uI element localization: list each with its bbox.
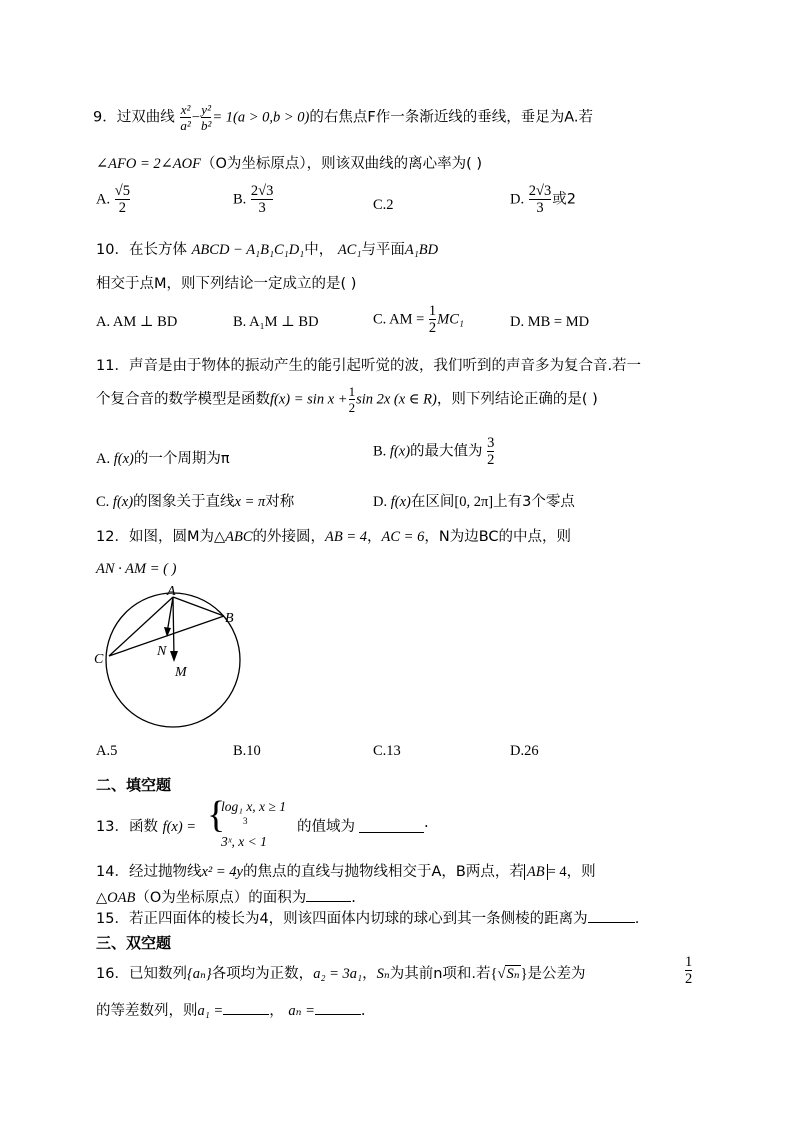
q9-line1: 9．过双曲线 $\frac{\text{x²}}{\text{a²}}$ − $\frac{\text{y²}}{\text{b²}}$ = 1(a > 0,b > 0)的右焦点F作一条渐近线的垂线，垂足为A.若 [93, 102, 593, 133]
q12-option-d[interactable]: D.26 [510, 743, 539, 759]
q10-option-c[interactable]: C. AM = $\frac{1}{2}$ MC₁ [373, 303, 464, 337]
q11-option-d[interactable]: D. f(x)在区间[0, 2π]上有3个零点 [373, 494, 575, 510]
q9-option-d[interactable]: D. $\frac{2√3}{3}$ 或2 [510, 183, 576, 217]
q13-answer-blank[interactable] [359, 831, 424, 833]
section-double-blank-title: 三、双空题 [96, 934, 172, 952]
q11-option-c[interactable]: C. f(x)的图象关于直线x = π对称 [96, 494, 295, 510]
q16-answer-blank-an[interactable] [315, 1013, 361, 1015]
q11-option-b[interactable]: B. f(x)的最大值为 $\frac{3}{2}$ [373, 435, 495, 469]
q12-option-b[interactable]: B.10 [233, 743, 261, 759]
q13-case1: log₁ x, x ≥ 1 [221, 799, 286, 814]
q10-line2: 相交于点M，则下列结论一定成立的是( ) [96, 276, 357, 292]
segment-ab [173, 597, 224, 616]
q13-case2: 3ˣ, x < 1 [221, 834, 267, 849]
q12-line2: AN · AM = ( ) [96, 561, 177, 577]
q9-option-c[interactable]: C.2 [373, 197, 394, 213]
q11-line2: 个复合音的数学模型是函数f(x) = sin x + $\frac{1}{2}$ sin 2x (x ∈ R)，则下列结论正确的是( ) [96, 384, 598, 415]
q13-line: 13．函数 f(x) = [96, 819, 197, 835]
q16-half: $\frac{1}{2}$ [685, 954, 693, 988]
q12-line1: 12．如图，圆M为△ABC的外接圆，AB = 4，AC = 6，N为边BC的中点，则 [96, 529, 572, 545]
q14-line2: △OAB（O为坐标原点）的面积为 . [96, 890, 356, 906]
section-fill-in-title: 二、填空题 [96, 776, 172, 794]
q16-line1: 16．已知数列{aₙ}各项均为正数，a₂ = 3a₁，Sₙ为其前n项和.若{√Sₙ}是公差为 [96, 966, 586, 982]
q10-option-a[interactable]: A. AM ⊥ BD [96, 314, 178, 330]
label-m: M [175, 665, 187, 680]
q12-option-a[interactable]: A.5 [96, 743, 118, 759]
q10-option-d[interactable]: D. MB = MD [510, 314, 590, 330]
q15-answer-blank[interactable] [588, 921, 635, 923]
label-c: C [94, 652, 104, 667]
q11-line1: 11．声音是由于物体的振动产生的能引起听觉的波，我们听到的声音多为复合音.若一 [96, 358, 642, 374]
vector-am [173, 597, 174, 657]
q10-line1: 10．在长方体 ABCD − A₁B₁C₁D₁中， AC₁与平面A₁BD [96, 242, 439, 258]
q13-case1-sub: 3 [243, 816, 248, 826]
q16-line2: 的等差数列，则a₁ = ， aₙ = . [96, 1003, 366, 1019]
q13-end: . [424, 815, 429, 831]
q15-line: 15．若正四面体的棱长为4，则该四面体内切球的球心到其一条侧棱的距离为 . [96, 911, 640, 927]
label-a: A [167, 585, 176, 599]
q11-option-a[interactable]: A. f(x)的一个周期为π [96, 451, 230, 467]
q16-answer-blank-a1[interactable] [223, 1013, 269, 1015]
circle-figure [94, 585, 254, 735]
label-b: B [225, 611, 234, 626]
q9-frac-x: $\frac{\text{x²}}{\text{a²}}$ [180, 102, 191, 133]
segment-bc [109, 616, 224, 656]
q14-answer-blank[interactable] [306, 900, 351, 902]
q13-post: 的值域为 [297, 819, 355, 835]
q9-line2: ∠AFO = 2∠AOF（O为坐标原点），则该双曲线的离心率为( ) [96, 156, 483, 172]
q10-option-b[interactable]: B. A₁M ⊥ BD [233, 314, 319, 330]
q9-option-a[interactable]: A. $\frac{√5}{2}$ [96, 183, 130, 217]
arrowhead-an [164, 627, 171, 637]
q9-option-b[interactable]: B. $\frac{2√3}{3}$ [233, 183, 274, 217]
q12-option-c[interactable]: C.13 [373, 743, 401, 759]
q14-line1: 14．经过抛物线x² = 4y的焦点的直线与抛物线相交于A，B两点，若 AB = 4，则 [96, 864, 596, 880]
label-n: N [157, 644, 167, 659]
arrowhead-am [170, 651, 178, 662]
q13-brace: { [207, 794, 226, 836]
q9-frac-y: $\frac{\text{y²}}{\text{b²}}$ [200, 102, 212, 133]
